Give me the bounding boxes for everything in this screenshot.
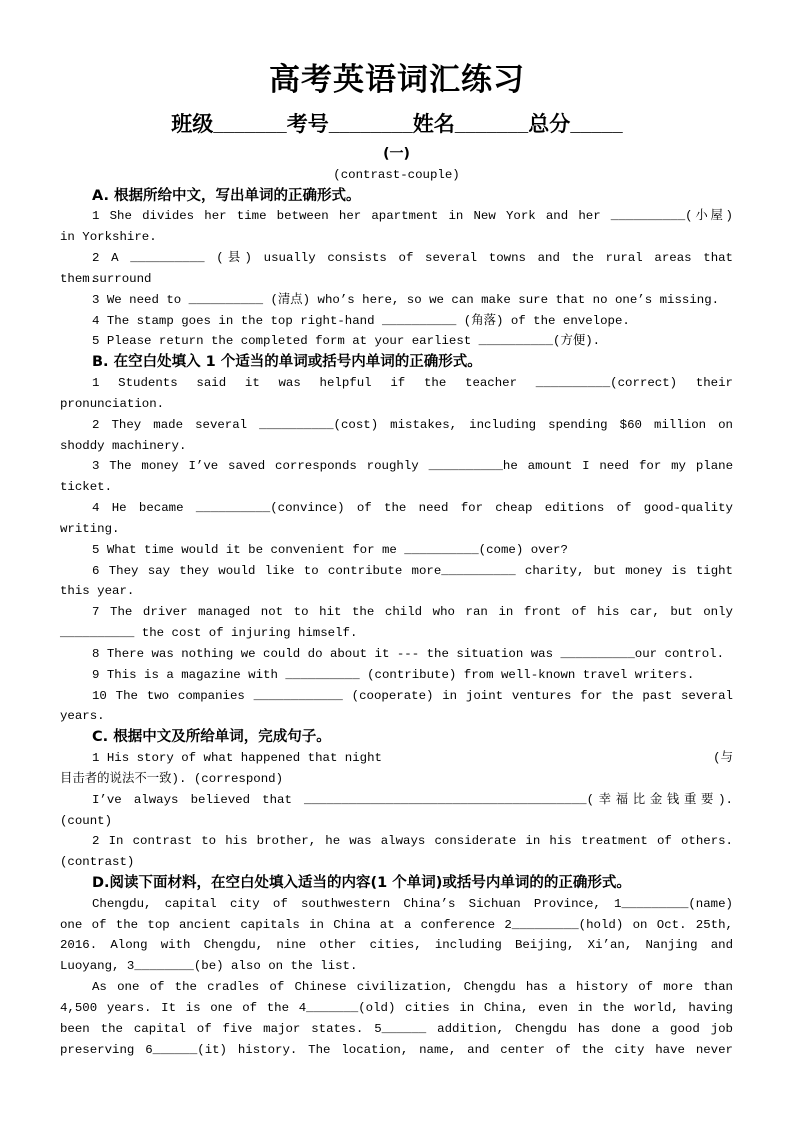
question-text: 3 The money I’ve saved corresponds roughly __________he amount I need for my plane bbox=[92, 459, 733, 474]
question-b5 bbox=[60, 540, 733, 561]
question-text-continued: this year. bbox=[60, 584, 135, 599]
question-text: 1 Students said it was helpful if the teacher __________(correct) their bbox=[92, 376, 733, 391]
question-text: 8 There was nothing we could do about it --- the situation was __________our control. bbox=[92, 646, 725, 661]
question-text: 5 Please return the completed form at your earliest __________(方便). bbox=[92, 334, 601, 349]
question-a1 bbox=[60, 206, 733, 248]
passage-line: Luoyang, 3________(be) also on the list. bbox=[60, 959, 358, 974]
question-text-continued: writing. bbox=[60, 521, 120, 536]
question-c1 bbox=[60, 748, 733, 790]
question-b7 bbox=[60, 602, 733, 644]
total-score-blank: _____ bbox=[570, 117, 623, 137]
question-text-continued: (contrast) bbox=[60, 855, 135, 870]
section-c bbox=[60, 727, 733, 873]
section-a bbox=[60, 186, 733, 353]
question-text: I’ve always believed that ______________________________________(幸福比金钱重要). bbox=[92, 792, 733, 807]
question-a3 bbox=[60, 290, 733, 311]
question-a2 bbox=[60, 248, 733, 290]
question-text: 3 We need to __________ (清点) who’s here, so we can make sure that no one’s missing. bbox=[92, 292, 720, 307]
unit-number: (一) bbox=[383, 146, 410, 162]
passage-line: one of the top ancient capitals in China at a conference 2_________(hold) on Oct. 25th, bbox=[60, 917, 733, 932]
question-text: 10 The two companies ____________ (cooperate) in joint ventures for the past several bbox=[92, 688, 733, 703]
question-c1-second bbox=[60, 790, 733, 832]
passage-line: 4,500 years. It is one of the 4_______(old) cities in China, even in the world, having bbox=[60, 1000, 733, 1015]
question-text: 2 A __________ (县) usually consists of several towns and the rural areas that surround bbox=[92, 251, 733, 286]
worksheet-title: 高考英语词汇练习 bbox=[269, 62, 525, 98]
section-b bbox=[60, 352, 733, 727]
question-text: 4 He became __________(convince) of the need for cheap editions of good-quality bbox=[92, 501, 733, 516]
question-text-continued: pronunciation. bbox=[60, 396, 165, 411]
question-text-continued: (count) bbox=[60, 813, 113, 828]
section-b-heading: B. 在空白处填入 1 个适当的单词或括号内单词的正确形式。 bbox=[92, 354, 482, 371]
question-a5 bbox=[60, 331, 733, 352]
question-text-continued: them. bbox=[60, 271, 98, 286]
name-label: 姓名 bbox=[412, 112, 455, 136]
question-text-tail: (与 bbox=[713, 751, 733, 766]
class-blank: _______ bbox=[213, 117, 287, 137]
question-text-lead: 1 His story of what happened that night bbox=[92, 751, 382, 766]
section-c-heading: C. 根据中文及所给单词，完成句子。 bbox=[92, 729, 331, 746]
question-text: 6 They say they would like to contribute more__________ charity, but money is tight bbox=[92, 563, 733, 578]
passage-line: 2016. Along with Chengdu, nine other cities, including Beijing, Xi’an, Nanjing and bbox=[60, 938, 733, 953]
exercise-body bbox=[60, 144, 733, 1060]
question-text-continued: ticket. bbox=[60, 480, 113, 495]
question-text-continued: in Yorkshire. bbox=[60, 230, 157, 245]
question-text: 5 What time would it be convenient for me __________(come) over? bbox=[92, 542, 568, 557]
section-d-heading: D.阅读下面材料，在空白处填入适当的内容(1 个单词)或括号内单词的的正确形式。 bbox=[92, 874, 631, 891]
section-d bbox=[60, 873, 733, 1060]
question-b6 bbox=[60, 561, 733, 603]
name-blank: _______ bbox=[454, 117, 529, 137]
question-b8 bbox=[60, 644, 733, 665]
question-text: 2 In contrast to his brother, he was always considerate in his treatment of others. bbox=[92, 834, 733, 849]
question-b1 bbox=[60, 373, 733, 415]
word-range: (contrast-couple) bbox=[333, 167, 460, 182]
question-c2 bbox=[60, 831, 733, 873]
question-text-continued: shoddy machinery. bbox=[60, 438, 187, 453]
question-text: 1 She divides her time between her apartment in New York and her __________(小屋) bbox=[92, 209, 733, 224]
question-b10 bbox=[60, 686, 733, 728]
reading-passage bbox=[60, 894, 733, 1061]
section-a-heading: A. 根据所给中文，写出单词的正确形式。 bbox=[92, 187, 361, 204]
question-text: 2 They made several __________(cost) mistakes, including spending $60 million on bbox=[92, 417, 733, 432]
question-text: 4 The stamp goes in the top right-hand __________ (角落) of the envelope. bbox=[92, 313, 630, 328]
question-text-continued: __________ the cost of injuring himself. bbox=[60, 626, 358, 641]
question-a4 bbox=[60, 311, 733, 332]
class-label: 班级 bbox=[171, 112, 214, 136]
student-info-row bbox=[0, 110, 794, 138]
question-text: 9 This is a magazine with __________ (contribute) from well-known travel writers. bbox=[92, 667, 695, 682]
passage-line: preserving 6______(it) history. The location, name, and center of the city have never bbox=[60, 1042, 733, 1057]
question-b3 bbox=[60, 456, 733, 498]
exam-number-label: 考号 bbox=[286, 112, 329, 136]
passage-line: Chengdu, capital city of southwestern China’s Sichuan Province, 1_________(name) bbox=[92, 896, 733, 911]
passage-line: As one of the cradles of Chinese civilization, Chengdu has a history of more than bbox=[92, 980, 733, 995]
total-score-label: 总分 bbox=[528, 112, 571, 136]
exam-number-blank: ________ bbox=[328, 117, 413, 137]
question-text bbox=[60, 748, 733, 769]
question-text-continued: 目击者的说法不一致). (correspond) bbox=[60, 771, 284, 786]
question-b9 bbox=[60, 665, 733, 686]
question-text-continued: years. bbox=[60, 709, 105, 724]
question-b2 bbox=[60, 415, 733, 457]
question-b4 bbox=[60, 498, 733, 540]
question-text: 7 The driver managed not to hit the child who ran in front of his car, but only bbox=[92, 605, 733, 620]
passage-line: been the capital of five major states. 5______ addition, Chengdu has done a good job bbox=[60, 1021, 733, 1036]
